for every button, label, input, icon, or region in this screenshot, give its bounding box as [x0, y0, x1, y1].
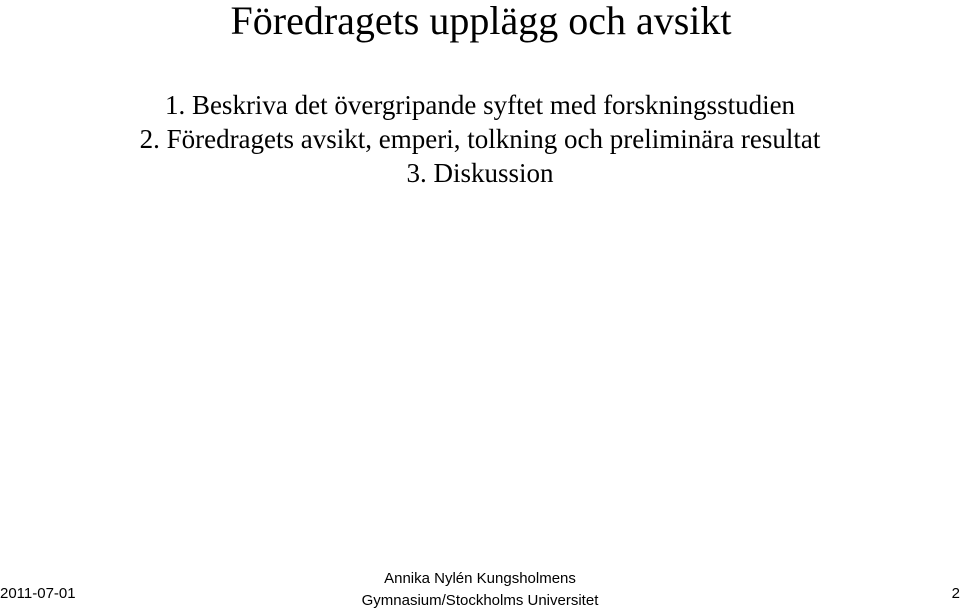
- slide-title-text: Föredragets upplägg och avsikt: [230, 0, 732, 43]
- footer-author-line-1: Annika Nylén Kungsholmens: [384, 570, 576, 587]
- slide-bullet-list: [0, 88, 960, 190]
- page-number: 2: [951, 585, 960, 602]
- slide-title: [0, 0, 960, 42]
- bullet-item-3: 3. Diskussion: [406, 158, 554, 188]
- footer-author: [330, 568, 630, 612]
- bullet-item-1: 1. Beskriva det övergripande syftet med forskningsstudien: [164, 90, 796, 120]
- footer-author-line-2: Gymnasium/Stockholms Universitet: [361, 592, 599, 609]
- footer-date: 2011-07-01: [0, 585, 76, 602]
- bullet-item-2: 2. Föredragets avsikt, emperi, tolkning och preliminära resultat: [139, 124, 821, 154]
